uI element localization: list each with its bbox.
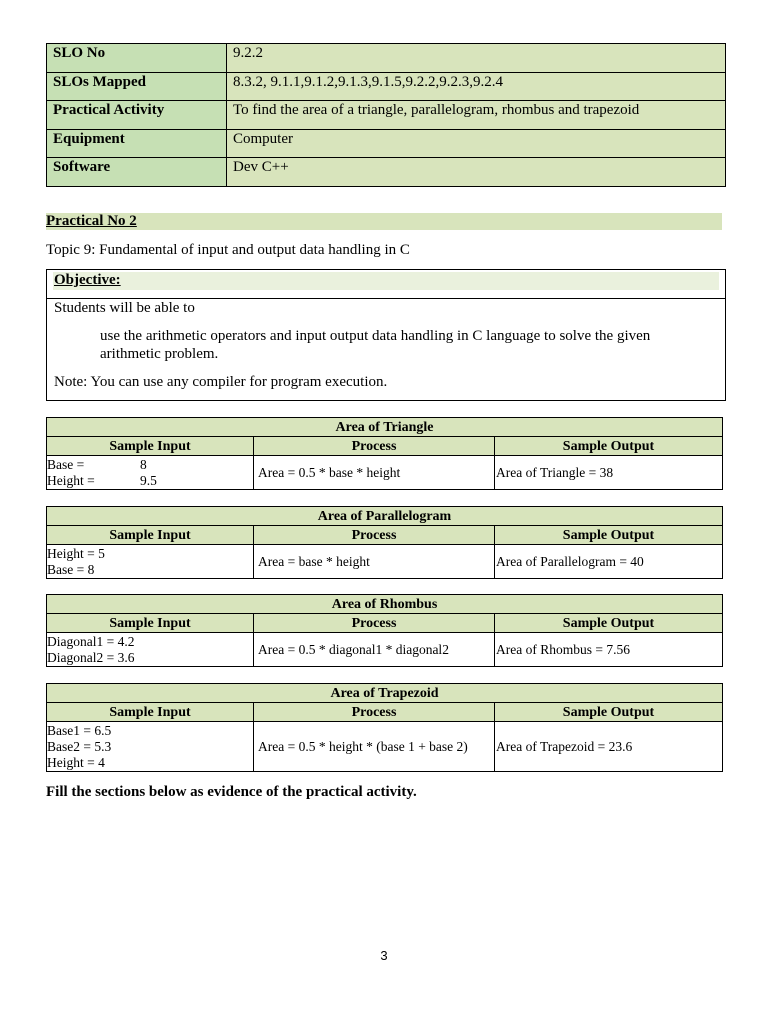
info-value: 8.3.2, 9.1.1,9.1.2,9.1.3,9.1.5,9.2.2,9.2.3,9.2.4 bbox=[227, 72, 726, 101]
info-label: Equipment bbox=[47, 129, 227, 158]
input-line: Height = 4 bbox=[47, 755, 105, 770]
sample-input-cell bbox=[47, 545, 254, 579]
info-label: Practical Activity bbox=[47, 101, 227, 130]
process-header: Process bbox=[254, 614, 495, 633]
area-table-title: Area of Trapezoid bbox=[47, 684, 723, 703]
info-value: Dev C++ bbox=[227, 158, 726, 187]
sample-output-header: Sample Output bbox=[495, 703, 723, 722]
area-table-rhombus bbox=[46, 594, 723, 667]
area-table-title: Area of Parallelogram bbox=[47, 507, 723, 526]
objective-box bbox=[46, 269, 726, 401]
process-cell: Area = 0.5 * diagonal1 * diagonal2 bbox=[254, 633, 495, 667]
input-line: Diagonal1 = 4.2 bbox=[47, 634, 135, 649]
process-header: Process bbox=[254, 437, 495, 456]
info-row-slo-no bbox=[47, 44, 726, 73]
info-row-equipment bbox=[47, 129, 726, 158]
page-number: 3 bbox=[380, 948, 388, 963]
objective-header-bar bbox=[53, 272, 719, 290]
objective-intro: Students will be able to bbox=[54, 300, 195, 316]
sample-output-header: Sample Output bbox=[495, 614, 723, 633]
objective-header bbox=[47, 270, 725, 299]
sample-input-header: Sample Input bbox=[47, 437, 254, 456]
sample-output-cell: Area of Trapezoid = 23.6 bbox=[495, 722, 723, 772]
input-line: Height = 5 bbox=[47, 546, 105, 561]
sample-input-cell bbox=[47, 456, 254, 490]
info-label: SLO No bbox=[47, 44, 227, 73]
sample-output-cell: Area of Parallelogram = 40 bbox=[495, 545, 723, 579]
area-table-title: Area of Triangle bbox=[47, 418, 723, 437]
sample-input-header: Sample Input bbox=[47, 703, 254, 722]
sample-output-header: Sample Output bbox=[495, 526, 723, 545]
input-line: Diagonal2 = 3.6 bbox=[47, 650, 135, 665]
topic-line: Topic 9: Fundamental of input and output data handling in C bbox=[46, 242, 410, 258]
sample-input-cell bbox=[47, 722, 254, 772]
input-value: 9.5 bbox=[140, 473, 157, 488]
process-header: Process bbox=[254, 703, 495, 722]
process-header: Process bbox=[254, 526, 495, 545]
info-value: To find the area of a triangle, parallelogram, rhombus and trapezoid bbox=[227, 101, 726, 130]
input-label: Base = bbox=[47, 457, 85, 472]
sample-output-cell: Area of Rhombus = 7.56 bbox=[495, 633, 723, 667]
sample-input-header: Sample Input bbox=[47, 526, 254, 545]
input-line: Base1 = 6.5 bbox=[47, 723, 112, 738]
info-value: 9.2.2 bbox=[227, 44, 726, 73]
closing-instruction: Fill the sections below as evidence of the practical activity. bbox=[46, 784, 417, 800]
input-value: 8 bbox=[140, 457, 147, 472]
practical-title: Practical No 2 bbox=[46, 213, 722, 230]
info-row-slos-mapped bbox=[47, 72, 726, 101]
process-cell: Area = base * height bbox=[254, 545, 495, 579]
objective-note: Note: You can use any compiler for program execution. bbox=[54, 374, 388, 390]
input-label: Height = bbox=[47, 473, 95, 488]
process-cell: Area = 0.5 * height * (base 1 + base 2) bbox=[254, 722, 495, 772]
info-value: Computer bbox=[227, 129, 726, 158]
process-cell: Area = 0.5 * base * height bbox=[254, 456, 495, 490]
info-label: Software bbox=[47, 158, 227, 187]
objective-heading: Objective: bbox=[54, 272, 121, 288]
info-label: SLOs Mapped bbox=[47, 72, 227, 101]
info-row-software bbox=[47, 158, 726, 187]
area-table-parallelogram bbox=[46, 506, 723, 579]
sample-output-header: Sample Output bbox=[495, 437, 723, 456]
info-row-practical-activity bbox=[47, 101, 726, 130]
sample-input-header: Sample Input bbox=[47, 614, 254, 633]
objective-point: use the arithmetic operators and input output data handling in C language to solve the given arithmetic problem. bbox=[100, 328, 651, 362]
slo-info-table bbox=[46, 43, 726, 187]
sample-input-cell bbox=[47, 633, 254, 667]
area-table-trapezoid bbox=[46, 683, 723, 772]
sample-output-cell: Area of Triangle = 38 bbox=[495, 456, 723, 490]
input-line: Base2 = 5.3 bbox=[47, 739, 112, 754]
input-line: Base = 8 bbox=[47, 562, 95, 577]
area-table-triangle bbox=[46, 417, 723, 490]
area-table-title: Area of Rhombus bbox=[47, 595, 723, 614]
